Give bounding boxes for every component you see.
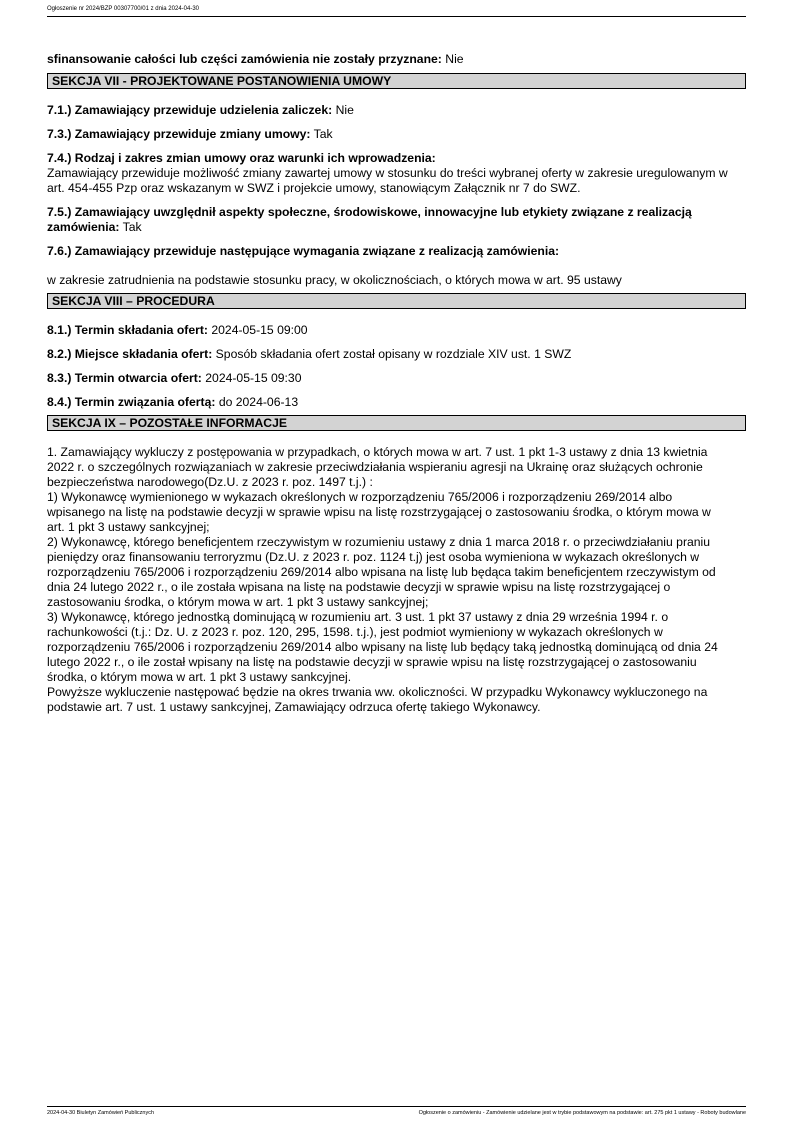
item-8-1-value: 2024-05-15 09:00 [211,323,308,337]
section-ix-text [47,445,746,715]
item-8-3-value: 2024-05-15 09:30 [205,371,302,385]
item-8-2-label: 8.2.) Miejsce składania ofert: [47,347,213,361]
item-8-2 [47,347,746,362]
notice-number: Ogłoszenie nr 2024/BZP 00307700/01 z dnia 2024-04-30 [47,6,200,12]
item-7-3-label: 7.3.) Zamawiający przewiduje zmiany umowy: [47,127,311,141]
section-ix-line: bezpieczeństwa narodowego(Dz.U. z 2023 r. poz. 1497 t.j.) : [47,475,373,489]
item-7-6-value: w zakresie zatrudnienia na podstawie stosunku pracy, w okolicznościach, o których mowa w art. 95 ustawy [47,273,622,287]
section-ix-line: zastosowaniu środka, o którym mowa w art. 1 pkt 3 ustawy sankcyjnej; [47,595,429,609]
item-7-1-label: 7.1.) Zamawiający przewiduje udzielenia zaliczek: [47,103,333,117]
section-ix-line: rachunkowości (t.j.: Dz. U. z 2023 r. poz. 120, 295, 1598. t.j.), jest podmiot wymieniony w wykazach określonych w [47,625,663,639]
section-ix-line: wpisanego na listę na podstawie decyzji w sprawie wpisu na listę rozstrzygającej o zastosowaniu środka, o którym mowa w [47,505,711,519]
section-ix-line: podstawie art. 7 ust. 1 ustawy sankcyjnej, Zamawiający odrzuca ofertę takiego Wykonawcy. [47,700,541,714]
item-7-5-label: 7.5.) Zamawiający uwzględnił aspekty społeczne, środowiskowe, innowacyjne lub etykiety związane z realizacją zamówienia: [47,205,692,234]
section-ix-line: art. 1 pkt 3 ustawy sankcyjnej; [47,520,210,534]
section-ix-header: SEKCJA IX – POZOSTAŁE INFORMACJE [47,415,746,431]
funding-value: Nie [445,52,464,66]
section-ix-line: rozporządzeniu 765/2006 i rozporządzeniu 269/2014 albo wpisana na listę lub będąca takim beneficjentem rzeczywistym od [47,565,716,579]
item-7-4-label: 7.4.) Rodzaj i zakres zmian umowy oraz warunki ich wprowadzenia: [47,151,436,165]
item-7-1-value: Nie [335,103,354,117]
section-viii-header: SEKCJA VIII – PROCEDURA [47,293,746,309]
item-7-3-value: Tak [313,127,333,141]
item-7-1 [47,103,746,118]
item-8-3 [47,371,746,386]
page-footer [47,1106,746,1117]
funding-label: sfinansowanie całości lub części zamówienia nie zostały przyznane: [47,52,442,66]
item-8-1 [47,323,746,338]
item-7-6 [47,244,746,259]
item-7-6-label: 7.6.) Zamawiający przewiduje następujące wymagania związane z realizacją zamówienia: [47,244,560,258]
section-ix-line: 2022 r. o szczególnych rozwiązaniach w zakresie przeciwdziałania wspieraniu agresji na Ukrainę oraz służących ochronie [47,460,703,474]
item-8-4-label: 8.4.) Termin związania ofertą: [47,395,216,409]
item-8-2-value: Sposób składania ofert został opisany w rozdziale XIV ust. 1 SWZ [215,347,572,361]
item-8-3-label: 8.3.) Termin otwarcia ofert: [47,371,202,385]
item-8-4-value: do 2024-06-13 [218,395,299,409]
section-ix-line: dnia 24 lutego 2022 r., o ile została wpisana na listę na podstawie decyzji w sprawie wpisu na listę rozstrzygającej o [47,580,671,594]
section-ix-line: lutego 2022 r., o ile został wpisany na listę na podstawie decyzji w sprawie wpisu na listę rozstrzygającej o zastosowaniu [47,655,697,669]
section-ix-line: 3) Wykonawcę, którego jednostką dominującą w rozumieniu art. 3 ust. 1 pkt 37 ustawy z dnia 29 września 1994 r. o [47,610,669,624]
footer-left: 2024-04-30 Biuletyn Zamówień Publicznych [47,1110,155,1116]
section-vii-header: SEKCJA VII - PROJEKTOWANE POSTANOWIENIA UMOWY [47,73,746,89]
item-7-4-value: Zamawiający przewiduje możliwość zmiany zawartej umowy w stosunku do treści wybranej oferty w zakresie uregulowanym w art. 454-455 Pzp oraz wskazanym w SWZ i projekcie umowy, stanowiącym Załącznik nr 7 do SWZ. [47,166,728,195]
section-ix-line: Powyższe wykluczenie następować będzie na okres trwania ww. okoliczności. W przypadku Wykonawcy wykluczonego na [47,685,708,699]
section-ix-line: 1) Wykonawcę wymienionego w wykazach określonych w rozporządzeniu 765/2006 i rozporządzeniu 269/2014 albo [47,490,673,504]
footer-right: Ogłoszenie o zamówieniu - Zamówienie udzielane jest w trybie podstawowym na podstawie: art. 275 pkt 1 ustawy - Roboty budowlane [418,1110,746,1116]
item-7-3 [47,127,746,142]
funding-statement [47,52,746,67]
section-ix-line: 1. Zamawiający wykluczy z postępowania w przypadkach, o których mowa w art. 7 ust. 1 pkt 1-3 ustawy z dnia 13 kwietnia [47,445,708,459]
document-body [47,52,746,715]
section-ix-line: 2) Wykonawcę, którego beneficjentem rzeczywistym w rozumieniu ustawy z dnia 1 marca 2018 r. o przeciwdziałaniu praniu [47,535,711,549]
section-ix-line: środka, o którym mowa w art. 1 pkt 3 ustawy sankcyjnej. [47,670,352,684]
section-ix-line: rozporządzeniu 765/2006 i rozporządzeniu 269/2014 albo wpisany na listę lub będący taką jednostką dominującą od dnia 24 [47,640,718,654]
item-7-5-value: Tak [122,220,142,234]
section-ix-line: pieniędzy oraz finansowaniu terroryzmu (Dz.U. z 2023 r. poz. 1124 t.j) jest osoba wymieniona w wykazach określonych w [47,550,700,564]
item-8-4 [47,395,746,410]
item-7-5 [47,205,746,235]
item-7-4 [47,151,746,196]
item-8-1-label: 8.1.) Termin składania ofert: [47,323,208,337]
page-header [47,5,746,17]
